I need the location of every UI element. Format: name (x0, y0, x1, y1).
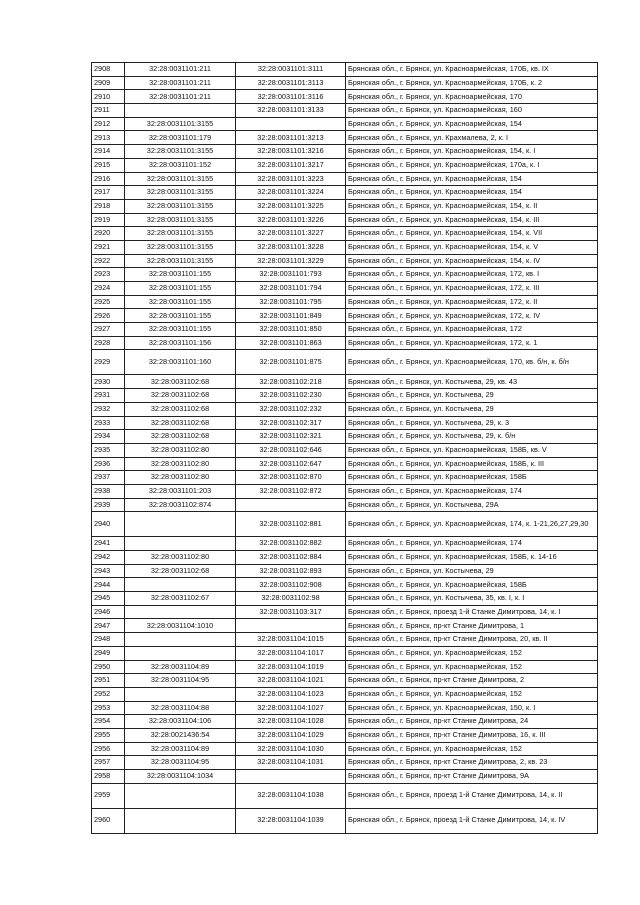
row-number-cell: 2945 (92, 592, 125, 606)
parcel-number-cell: 32:28:0031104:1010 (125, 619, 236, 633)
row-number-cell: 2930 (92, 375, 125, 389)
parcel-number-cell: 32:28:0031101:3155 (125, 254, 236, 268)
object-number-cell: 32:28:0031101:794 (236, 282, 346, 296)
object-number-cell (236, 117, 346, 131)
address-cell: Брянская обл., г. Брянск, проезд 1-й Станке Димитрова, 14, к. I (346, 605, 598, 619)
row-number-cell: 2933 (92, 416, 125, 430)
object-number-cell: 32:28:0031102:882 (236, 537, 346, 551)
row-number-cell: 2931 (92, 389, 125, 403)
row-number-cell: 2958 (92, 770, 125, 784)
address-cell: Брянская обл., г. Брянск, ул. Красноармейская, 152 (346, 646, 598, 660)
parcel-number-cell: 32:28:0031101:156 (125, 336, 236, 350)
row-number-cell: 2948 (92, 633, 125, 647)
object-number-cell: 32:28:0031101:3224 (236, 186, 346, 200)
address-cell: Брянская обл., г. Брянск, ул. Красноармейская, 152 (346, 742, 598, 756)
object-number-cell: 32:28:0031104:1031 (236, 756, 346, 770)
table-row (92, 564, 598, 578)
table-row (92, 227, 598, 241)
parcel-number-cell: 32:28:0031102:68 (125, 389, 236, 403)
row-number-cell: 2952 (92, 687, 125, 701)
row-number-cell: 2954 (92, 715, 125, 729)
address-cell: Брянская обл., г. Брянск, ул. Красноармейская, 172, к. 1 (346, 336, 598, 350)
object-number-cell: 32:28:0031104:1019 (236, 660, 346, 674)
address-cell: Брянская обл., г. Брянск, ул. Красноармейская, 158Б, к. 14-16 (346, 551, 598, 565)
object-number-cell: 32:28:0031101:849 (236, 309, 346, 323)
address-cell: Брянская обл., г. Брянск, проезд 1-й Станке Димитрова, 14, к. IV (346, 808, 598, 833)
row-number-cell: 2912 (92, 117, 125, 131)
row-number-cell: 2941 (92, 537, 125, 551)
address-cell: Брянская обл., г. Брянск, ул. Красноармейская, 158Б (346, 578, 598, 592)
parcel-number-cell: 32:28:0031101:3155 (125, 227, 236, 241)
table-row (92, 199, 598, 213)
parcel-number-cell: 32:28:0031101:3155 (125, 145, 236, 159)
row-number-cell: 2947 (92, 619, 125, 633)
table-row (92, 76, 598, 90)
object-number-cell: 32:28:0031104:1015 (236, 633, 346, 647)
table-row (92, 240, 598, 254)
table-row (92, 389, 598, 403)
table-row (92, 687, 598, 701)
table-row (92, 578, 598, 592)
table-row (92, 660, 598, 674)
address-cell: Брянская обл., г. Брянск, ул. Красноармейская, 158Б (346, 471, 598, 485)
row-number-cell: 2915 (92, 158, 125, 172)
parcel-number-cell: 32:28:0031101:155 (125, 268, 236, 282)
parcel-number-cell (125, 646, 236, 660)
address-cell: Брянская обл., г. Брянск, проезд 1-й Станке Димитрова, 14, к. II (346, 783, 598, 808)
table-row (92, 309, 598, 323)
table-row (92, 674, 598, 688)
address-cell: Брянская обл., г. Брянск, ул. Красноармейская, 170, кв. б/н, к. б/н (346, 350, 598, 375)
parcel-number-cell: 32:28:0031101:3155 (125, 240, 236, 254)
table-row (92, 701, 598, 715)
object-number-cell: 32:28:0031102:872 (236, 484, 346, 498)
object-number-cell: 32:28:0031102:881 (236, 512, 346, 537)
address-cell: Брянская обл., г. Брянск, ул. Красноармейская, 174 (346, 537, 598, 551)
row-number-cell: 2920 (92, 227, 125, 241)
row-number-cell: 2942 (92, 551, 125, 565)
row-number-cell: 2955 (92, 728, 125, 742)
table-row (92, 551, 598, 565)
row-number-cell: 2911 (92, 104, 125, 118)
table-row (92, 498, 598, 512)
object-number-cell: 32:28:0031104:1021 (236, 674, 346, 688)
parcel-number-cell: 32:28:0031101:3155 (125, 117, 236, 131)
object-number-cell: 32:28:0031101:863 (236, 336, 346, 350)
table-row (92, 484, 598, 498)
row-number-cell: 2923 (92, 268, 125, 282)
table-row (92, 808, 598, 833)
row-number-cell: 2959 (92, 783, 125, 808)
address-cell: Брянская обл., г. Брянск, ул. Красноармейская, 170Б, кв. IX (346, 63, 598, 77)
row-number-cell: 2960 (92, 808, 125, 833)
row-number-cell: 2925 (92, 295, 125, 309)
address-cell: Брянская обл., г. Брянск, ул. Красноармейская, 158Б, кв. V (346, 443, 598, 457)
address-cell: Брянская обл., г. Брянск, ул. Красноармейская, 154 (346, 172, 598, 186)
table-row (92, 770, 598, 784)
parcel-number-cell (125, 104, 236, 118)
table-row (92, 783, 598, 808)
parcel-number-cell: 32:28:0031101:155 (125, 295, 236, 309)
parcel-number-cell: 32:28:0031102:68 (125, 416, 236, 430)
table-row (92, 592, 598, 606)
parcel-number-cell (125, 633, 236, 647)
row-number-cell: 2937 (92, 471, 125, 485)
row-number-cell: 2913 (92, 131, 125, 145)
address-cell: Брянская обл., г. Брянск, ул. Красноармейская, 152 (346, 660, 598, 674)
parcel-number-cell: 32:28:0031101:155 (125, 309, 236, 323)
parcel-number-cell: 32:28:0031104:106 (125, 715, 236, 729)
address-cell: Брянская обл., г. Брянск, пр-кт Станке Димитрова, 9А (346, 770, 598, 784)
object-number-cell: 32:28:0031104:1028 (236, 715, 346, 729)
parcel-number-cell: 32:28:0031101:211 (125, 90, 236, 104)
parcel-number-cell (125, 687, 236, 701)
table-row (92, 443, 598, 457)
address-cell: Брянская обл., г. Брянск, ул. Костычева, 29 (346, 389, 598, 403)
parcel-number-cell: 32:28:0031104:89 (125, 660, 236, 674)
table-row (92, 728, 598, 742)
object-number-cell: 32:28:0031101:3216 (236, 145, 346, 159)
row-number-cell: 2922 (92, 254, 125, 268)
object-number-cell (236, 770, 346, 784)
table-row (92, 471, 598, 485)
table-row (92, 145, 598, 159)
address-cell: Брянская обл., г. Брянск, ул. Красноармейская, 154, к. I (346, 145, 598, 159)
table-row (92, 186, 598, 200)
address-cell: Брянская обл., г. Брянск, ул. Красноармейская, 172, к. IV (346, 309, 598, 323)
object-number-cell: 32:28:0031102:646 (236, 443, 346, 457)
object-number-cell: 32:28:0031104:1029 (236, 728, 346, 742)
object-number-cell: 32:28:0031101:3111 (236, 63, 346, 77)
address-cell: Брянская обл., г. Брянск, пр-кт Станке Димитрова, 20, кв. II (346, 633, 598, 647)
row-number-cell: 2932 (92, 402, 125, 416)
row-number-cell: 2939 (92, 498, 125, 512)
object-number-cell: 32:28:0031103:317 (236, 605, 346, 619)
object-number-cell: 32:28:0031101:3226 (236, 213, 346, 227)
object-number-cell: 32:28:0031104:1030 (236, 742, 346, 756)
object-number-cell: 32:28:0031101:795 (236, 295, 346, 309)
row-number-cell: 2909 (92, 76, 125, 90)
object-number-cell: 32:28:0031102:232 (236, 402, 346, 416)
address-cell: Брянская обл., г. Брянск, ул. Красноармейская, 154 (346, 186, 598, 200)
parcel-number-cell: 32:28:0031102:874 (125, 498, 236, 512)
parcel-number-cell: 32:28:0031102:68 (125, 564, 236, 578)
object-number-cell: 32:28:0031104:1038 (236, 783, 346, 808)
address-cell: Брянская обл., г. Брянск, ул. Костычева, 29, к. 3 (346, 416, 598, 430)
object-number-cell: 32:28:0031101:875 (236, 350, 346, 375)
parcel-number-cell: 32:28:0031104:1034 (125, 770, 236, 784)
address-cell: Брянская обл., г. Брянск, ул. Костычева, 29, к. б/н (346, 430, 598, 444)
address-cell: Брянская обл., г. Брянск, ул. Красноармейская, 172, кв. I (346, 268, 598, 282)
object-number-cell: 32:28:0031104:1027 (236, 701, 346, 715)
address-cell: Брянская обл., г. Брянск, ул. Красноармейская, 154 (346, 117, 598, 131)
object-number-cell: 32:28:0031101:3229 (236, 254, 346, 268)
table-row (92, 63, 598, 77)
table-row (92, 619, 598, 633)
table-row (92, 323, 598, 337)
row-number-cell: 2926 (92, 309, 125, 323)
address-cell: Брянская обл., г. Брянск, ул. Красноармейская, 158Б, к. III (346, 457, 598, 471)
object-number-cell (236, 619, 346, 633)
parcel-number-cell: 32:28:0031101:160 (125, 350, 236, 375)
address-cell: Брянская обл., г. Брянск, ул. Красноармейская, 174, к. 1-21,26,27,29,30 (346, 512, 598, 537)
table-row (92, 457, 598, 471)
parcel-number-cell (125, 578, 236, 592)
row-number-cell: 2919 (92, 213, 125, 227)
address-cell: Брянская обл., г. Брянск, ул. Красноармейская, 170а, к. I (346, 158, 598, 172)
parcel-number-cell: 32:28:0031101:203 (125, 484, 236, 498)
address-cell: Брянская обл., г. Брянск, пр-кт Станке Димитрова, 24 (346, 715, 598, 729)
object-number-cell: 32:28:0031101:3228 (236, 240, 346, 254)
address-cell: Брянская обл., г. Брянск, ул. Красноармейская, 152 (346, 687, 598, 701)
table-row (92, 131, 598, 145)
address-cell: Брянская обл., г. Брянск, пр-кт Станке Димитрова, 2, кв. 23 (346, 756, 598, 770)
parcel-number-cell: 32:28:0031102:80 (125, 443, 236, 457)
object-number-cell: 32:28:0031101:850 (236, 323, 346, 337)
object-number-cell: 32:28:0031101:3133 (236, 104, 346, 118)
table-row (92, 512, 598, 537)
parcel-number-cell (125, 537, 236, 551)
table-row (92, 430, 598, 444)
table-row (92, 90, 598, 104)
table-row (92, 646, 598, 660)
object-number-cell: 32:28:0031104:1017 (236, 646, 346, 660)
parcel-number-cell (125, 605, 236, 619)
table-row (92, 402, 598, 416)
object-number-cell: 32:28:0031102:893 (236, 564, 346, 578)
parcel-number-cell: 32:28:0031101:211 (125, 63, 236, 77)
parcel-number-cell: 32:28:0031101:152 (125, 158, 236, 172)
table-row (92, 336, 598, 350)
object-number-cell: 32:28:0031102:230 (236, 389, 346, 403)
table-row (92, 117, 598, 131)
parcel-number-cell: 32:28:0031104:88 (125, 701, 236, 715)
object-number-cell: 32:28:0031101:3227 (236, 227, 346, 241)
parcel-number-cell: 32:28:0031102:80 (125, 457, 236, 471)
row-number-cell: 2928 (92, 336, 125, 350)
row-number-cell: 2908 (92, 63, 125, 77)
object-number-cell: 32:28:0031101:3223 (236, 172, 346, 186)
parcel-number-cell: 32:28:0031101:3155 (125, 213, 236, 227)
table-row (92, 537, 598, 551)
object-number-cell: 32:28:0031102:870 (236, 471, 346, 485)
parcel-number-cell: 32:28:0031102:67 (125, 592, 236, 606)
table-row (92, 295, 598, 309)
row-number-cell: 2914 (92, 145, 125, 159)
object-number-cell: 32:28:0031102:98 (236, 592, 346, 606)
row-number-cell: 2956 (92, 742, 125, 756)
parcel-number-cell: 32:28:0031102:68 (125, 430, 236, 444)
object-number-cell: 32:28:0031101:793 (236, 268, 346, 282)
parcel-number-cell: 32:28:0031104:89 (125, 742, 236, 756)
parcel-number-cell: 32:28:0031104:95 (125, 756, 236, 770)
parcel-number-cell: 32:28:0031102:68 (125, 375, 236, 389)
parcel-number-cell: 32:28:0031102:80 (125, 551, 236, 565)
address-cell: Брянская обл., г. Брянск, ул. Красноармейская, 170 (346, 90, 598, 104)
object-number-cell: 32:28:0031101:3113 (236, 76, 346, 90)
object-number-cell: 32:28:0031102:218 (236, 375, 346, 389)
object-number-cell: 32:28:0031104:1023 (236, 687, 346, 701)
address-cell: Брянская обл., г. Брянск, ул. Красноармейская, 172, к. III (346, 282, 598, 296)
address-cell: Брянская обл., г. Брянск, ул. Красноармейская, 154, к. V (346, 240, 598, 254)
table-row (92, 350, 598, 375)
object-number-cell (236, 498, 346, 512)
address-cell: Брянская обл., г. Брянск, ул. Костычева, 35, кв. I, к. I (346, 592, 598, 606)
parcel-number-cell: 32:28:0031101:179 (125, 131, 236, 145)
table-row (92, 282, 598, 296)
row-number-cell: 2944 (92, 578, 125, 592)
row-number-cell: 2943 (92, 564, 125, 578)
object-number-cell: 32:28:0031102:647 (236, 457, 346, 471)
row-number-cell: 2921 (92, 240, 125, 254)
address-cell: Брянская обл., г. Брянск, пр-кт Станке Димитрова, 1 (346, 619, 598, 633)
row-number-cell: 2929 (92, 350, 125, 375)
address-cell: Брянская обл., г. Брянск, ул. Красноармейская, 154, к. III (346, 213, 598, 227)
object-number-cell: 32:28:0031102:321 (236, 430, 346, 444)
object-number-cell: 32:28:0031102:884 (236, 551, 346, 565)
address-cell: Брянская обл., г. Брянск, ул. Красноармейская, 154, к. IV (346, 254, 598, 268)
address-cell: Брянская обл., г. Брянск, ул. Костычева, 29 (346, 564, 598, 578)
table-row (92, 213, 598, 227)
object-number-cell: 32:28:0031102:317 (236, 416, 346, 430)
parcel-number-cell: 32:28:0031102:80 (125, 471, 236, 485)
table-row (92, 416, 598, 430)
address-cell: Брянская обл., г. Брянск, ул. Крахмалева, 2, к. I (346, 131, 598, 145)
table-row (92, 158, 598, 172)
row-number-cell: 2934 (92, 430, 125, 444)
parcel-number-cell: 32:28:0031101:155 (125, 282, 236, 296)
parcel-number-cell: 32:28:0031101:155 (125, 323, 236, 337)
row-number-cell: 2917 (92, 186, 125, 200)
parcel-number-cell: 32:28:0031104:95 (125, 674, 236, 688)
row-number-cell: 2935 (92, 443, 125, 457)
table-row (92, 605, 598, 619)
object-number-cell: 32:28:0031104:1039 (236, 808, 346, 833)
table-row (92, 375, 598, 389)
row-number-cell: 2918 (92, 199, 125, 213)
row-number-cell: 2940 (92, 512, 125, 537)
address-cell: Брянская обл., г. Брянск, ул. Красноармейская, 154, к. VII (346, 227, 598, 241)
row-number-cell: 2953 (92, 701, 125, 715)
address-cell: Брянская обл., г. Брянск, пр-кт Станке Димитрова, 16, к. III (346, 728, 598, 742)
table-row (92, 172, 598, 186)
table-row (92, 715, 598, 729)
table-row (92, 254, 598, 268)
table-row (92, 104, 598, 118)
row-number-cell: 2951 (92, 674, 125, 688)
row-number-cell: 2949 (92, 646, 125, 660)
address-cell: Брянская обл., г. Брянск, ул. Костычева, 29, кв. 43 (346, 375, 598, 389)
object-number-cell: 32:28:0031101:3116 (236, 90, 346, 104)
table-body (92, 63, 598, 834)
parcel-number-cell: 32:28:0031101:3155 (125, 172, 236, 186)
row-number-cell: 2916 (92, 172, 125, 186)
table-row (92, 742, 598, 756)
parcel-number-cell: 32:28:0031101:211 (125, 76, 236, 90)
row-number-cell: 2950 (92, 660, 125, 674)
table-row (92, 633, 598, 647)
address-cell: Брянская обл., г. Брянск, пр-кт Станке Димитрова, 2 (346, 674, 598, 688)
cadastral-table (91, 62, 598, 834)
object-number-cell: 32:28:0031101:3213 (236, 131, 346, 145)
object-number-cell: 32:28:0031102:908 (236, 578, 346, 592)
parcel-number-cell: 32:28:0031102:68 (125, 402, 236, 416)
address-cell: Брянская обл., г. Брянск, ул. Костычева, 29А (346, 498, 598, 512)
parcel-number-cell: 32:28:0031101:3155 (125, 186, 236, 200)
parcel-number-cell (125, 783, 236, 808)
address-cell: Брянская обл., г. Брянск, ул. Красноармейская, 174 (346, 484, 598, 498)
row-number-cell: 2924 (92, 282, 125, 296)
table-row (92, 268, 598, 282)
object-number-cell: 32:28:0031101:3225 (236, 199, 346, 213)
row-number-cell: 2938 (92, 484, 125, 498)
row-number-cell: 2957 (92, 756, 125, 770)
parcel-number-cell (125, 512, 236, 537)
address-cell: Брянская обл., г. Брянск, ул. Красноармейская, 170Б, к. 2 (346, 76, 598, 90)
object-number-cell: 32:28:0031101:3217 (236, 158, 346, 172)
parcel-number-cell: 32:28:0031101:3155 (125, 199, 236, 213)
parcel-number-cell (125, 808, 236, 833)
parcel-number-cell: 32:28:0021436:54 (125, 728, 236, 742)
address-cell: Брянская обл., г. Брянск, ул. Красноармейская, 172, к. II (346, 295, 598, 309)
document-page (91, 62, 597, 834)
row-number-cell: 2927 (92, 323, 125, 337)
row-number-cell: 2946 (92, 605, 125, 619)
address-cell: Брянская обл., г. Брянск, ул. Красноармейская, 172 (346, 323, 598, 337)
row-number-cell: 2910 (92, 90, 125, 104)
address-cell: Брянская обл., г. Брянск, ул. Красноармейская, 150, к. I (346, 701, 598, 715)
address-cell: Брянская обл., г. Брянск, ул. Красноармейская, 154, к. II (346, 199, 598, 213)
address-cell: Брянская обл., г. Брянск, ул. Красноармейская, 160 (346, 104, 598, 118)
row-number-cell: 2936 (92, 457, 125, 471)
address-cell: Брянская обл., г. Брянск, ул. Костычева, 29 (346, 402, 598, 416)
table-row (92, 756, 598, 770)
